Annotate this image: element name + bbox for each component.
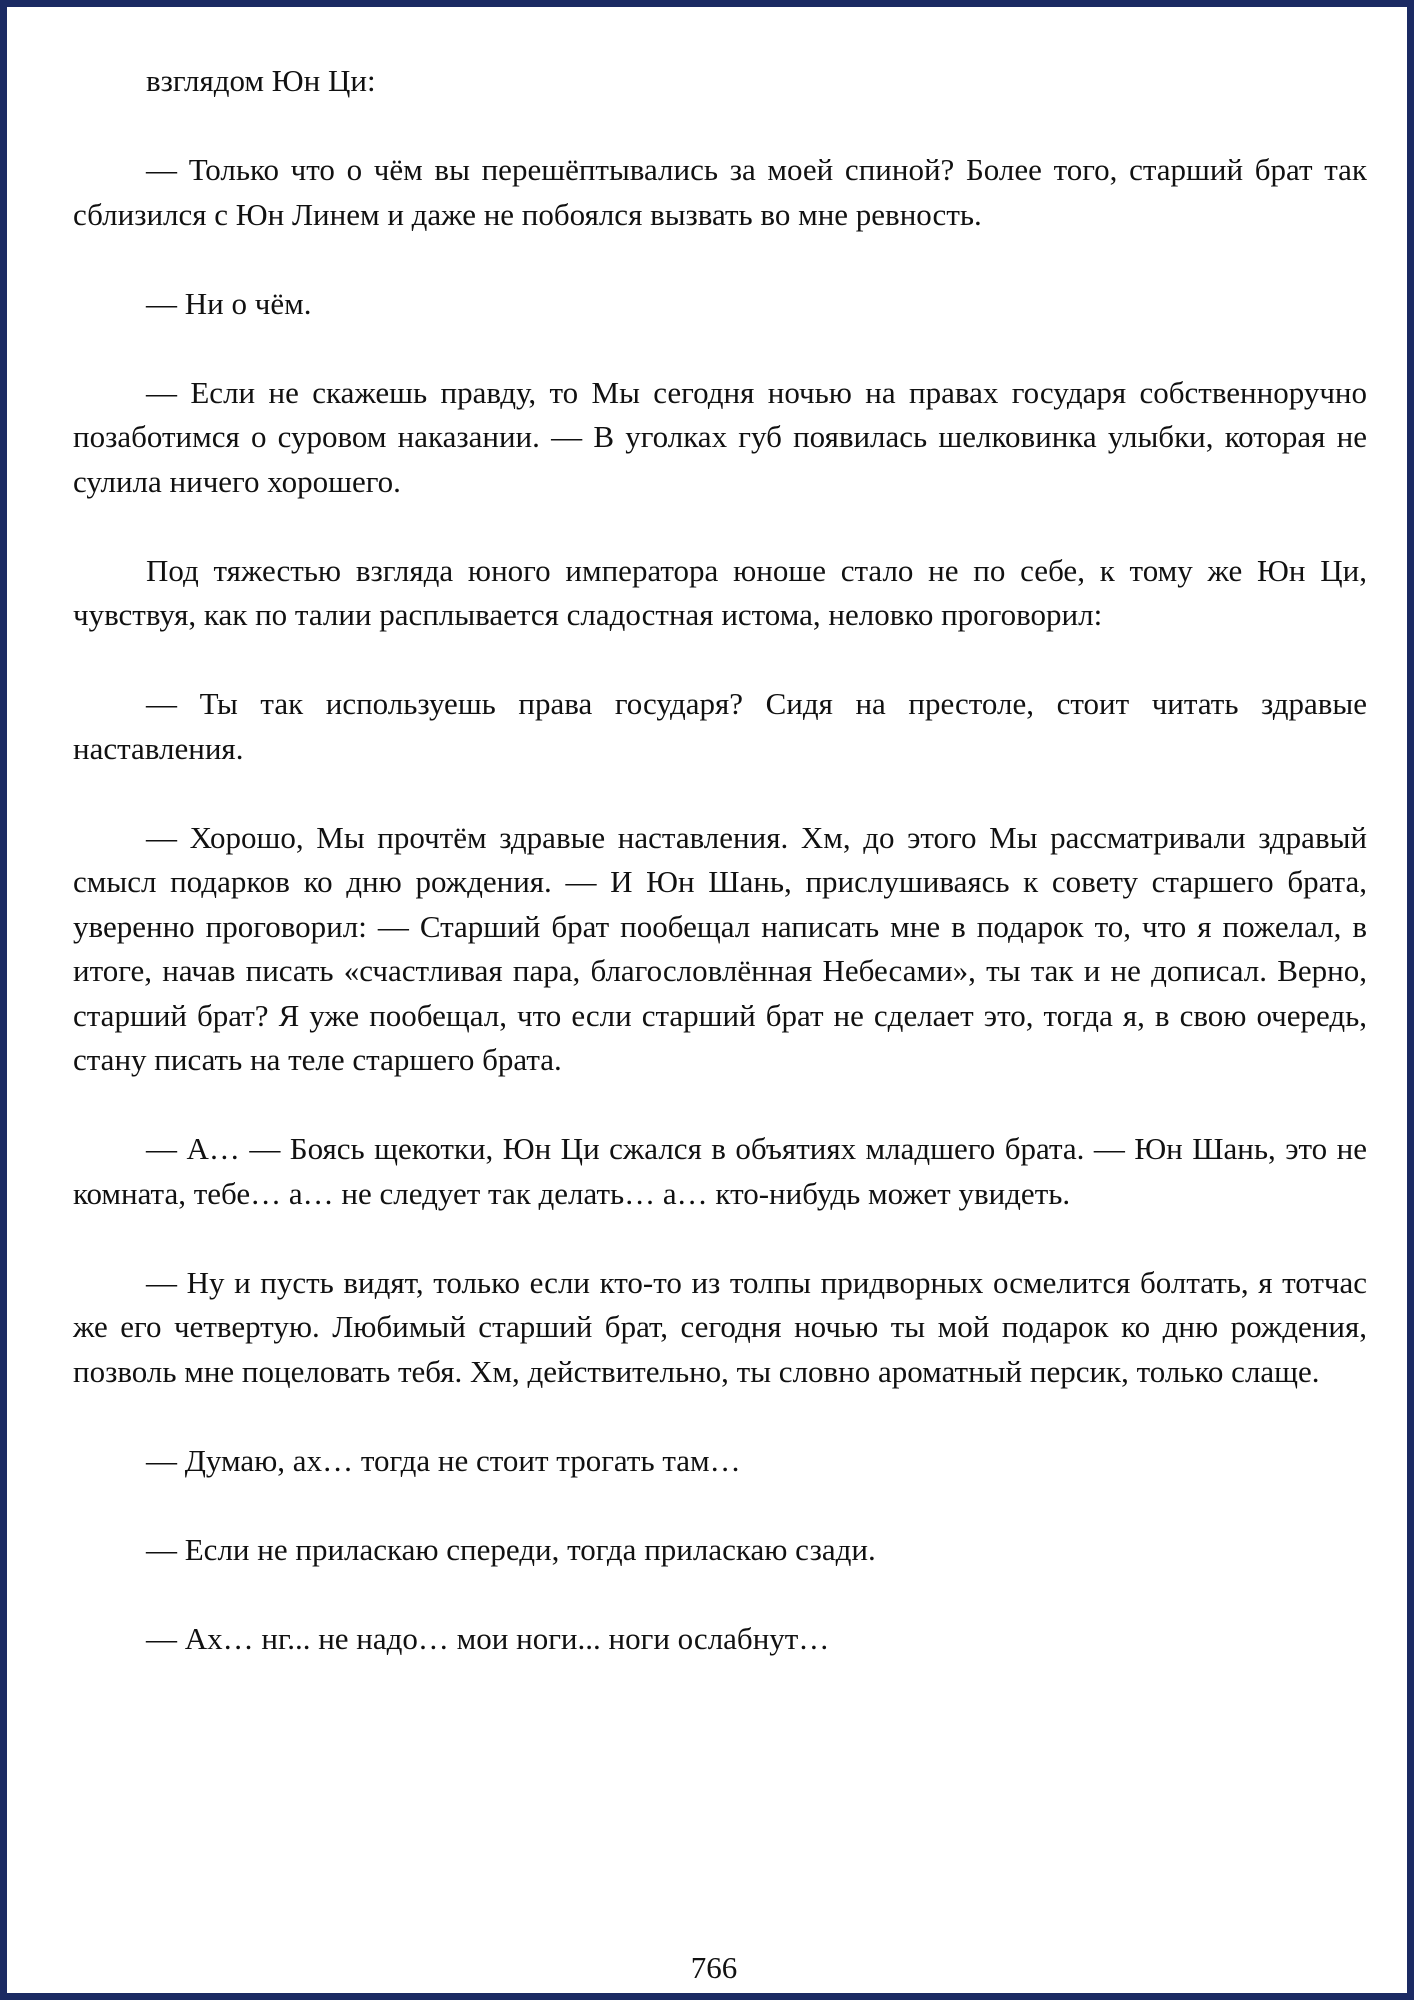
body-text <box>73 59 1367 1706</box>
paragraph: — А… — Боясь щекотки, Юн Ци сжался в объятиях младшего брата. — Юн Шань, это не комната, тебе… а… не следует так делать… а… кто-нибудь может увидеть. <box>73 1131 1367 1211</box>
paragraph: — Хорошо, Мы прочтём здравые наставления. Хм, до этого Мы рассматривали здравый смысл подарков ко дню рождения. — И Юн Шань, прислушиваясь к совету старшего брата, уверенно проговорил: — Старший брат пообещал написать мне в подарок то, что я пожелал, в итоге, начав писать «счастливая пара, благословлённая Небесами», ты так и не дописал. Верно, старший брат? Я уже пообещал, что если старший брат не сделает это, тогда я, в свою очередь, стану писать на теле старшего брата. <box>73 819 1367 1077</box>
paragraph: — Ну и пусть видят, только если кто-то из толпы придворных осмелится болтать, я тотчас же его четвертую. Любимый старший брат, сегодня ночью ты мой подарок ко дню рождения, позволь мне поцеловать тебя. Хм, действительно, ты словно ароматный персик, только слаще. <box>73 1264 1367 1389</box>
paragraph: — Если не приласкаю спереди, тогда приласкаю сзади. <box>146 1531 876 1567</box>
paragraph: — Думаю, ах… тогда не стоит трогать там… <box>146 1442 741 1478</box>
paragraph: — Только что о чём вы перешёптывались за моей спиной? Более того, старший брат так сблизился с Юн Линем и даже не побоялся вызвать во мне ревность. <box>73 152 1367 232</box>
paragraph: — Ах… нг... не надо… мои ноги... ноги ослабнут… <box>146 1620 830 1656</box>
paragraph: — Ты так используешь права государя? Сидя на престоле, стоит читать здравые наставления. <box>73 686 1367 766</box>
paragraph: Под тяжестью взгляда юного императора юноше стало не по себе, к тому же Юн Ци, чувствуя, как по талии расплывается сладостная истома, неловко проговорил: <box>73 552 1367 632</box>
page-number: 766 <box>690 1950 738 1985</box>
paragraph: — Если не скажешь правду, то Мы сегодня ночью на правах государя собственноручно позаботимся о суровом наказании. — В уголках губ появилась шелковинка улыбки, которая не сулила ничего хорошего. <box>73 374 1367 499</box>
paragraph: взглядом Юн Ци: <box>146 63 376 98</box>
paragraph: — Ни о чём. <box>146 285 312 321</box>
